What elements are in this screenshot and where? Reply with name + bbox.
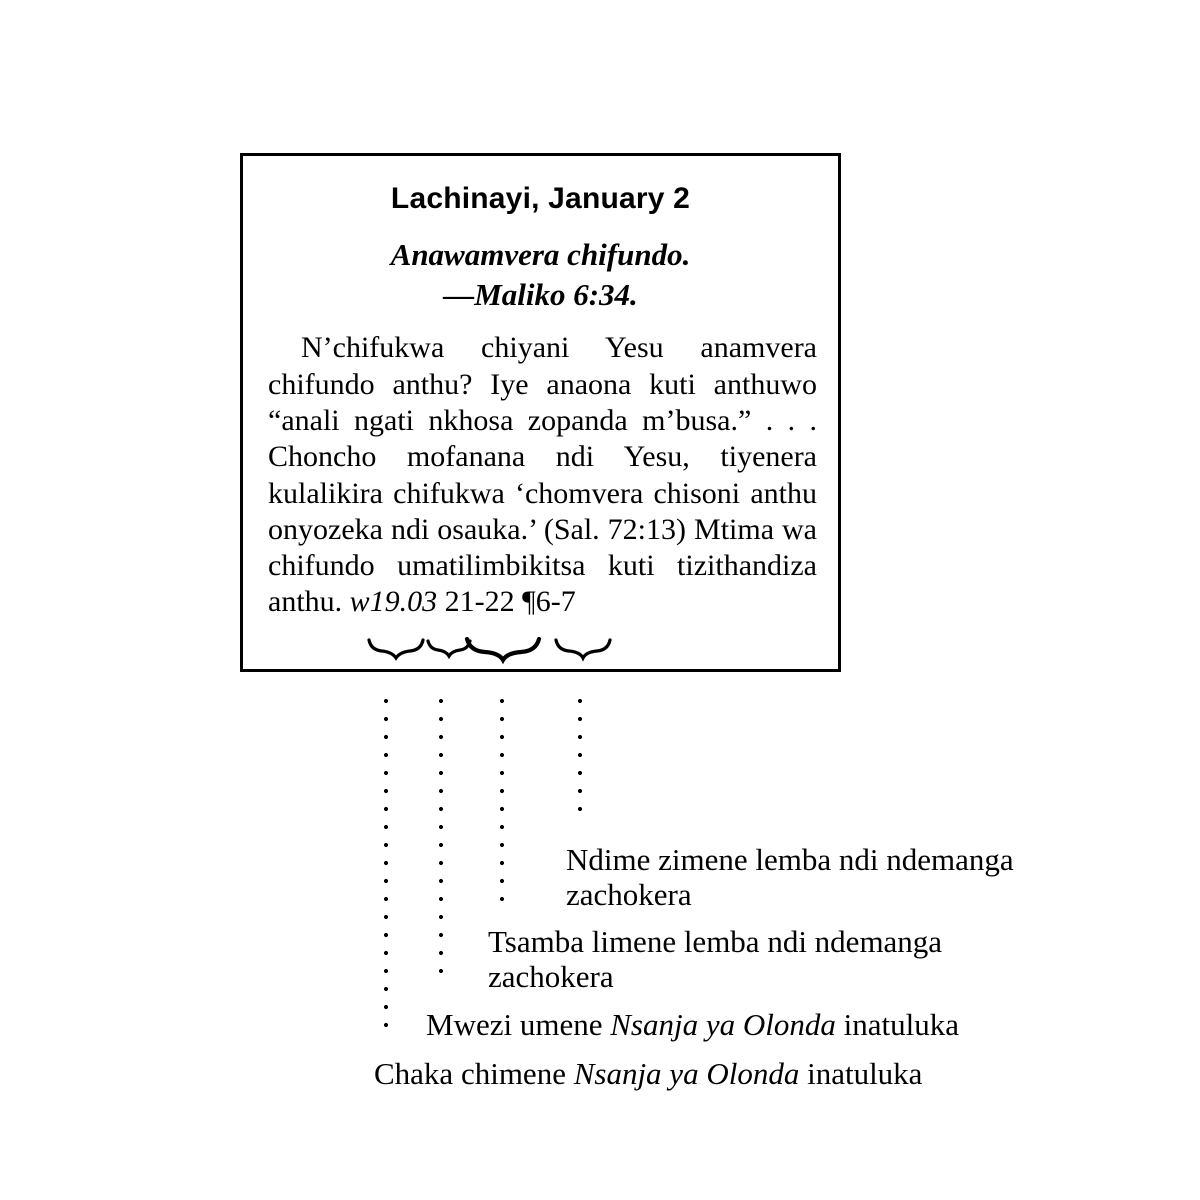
legend-year-prefix: Chaka chimene (374, 1056, 574, 1091)
citation-pages: 21-22 (444, 585, 515, 619)
legend-month-suffix: inatuluka (835, 1007, 959, 1042)
legend-paragraphs-text: Ndime zimene lemba ndi ndemanga zachokera (566, 842, 1014, 912)
card-date-title: Lachinayi, January 2 (390, 182, 691, 215)
leader-dots-page (499, 692, 505, 906)
theme-scripture-text: Anawamvera chifundo. (390, 237, 691, 272)
legend-label-paragraphs (566, 843, 1086, 912)
theme-scripture-reference: —Maliko 6:34. (443, 276, 638, 312)
legend-year-publication: Nsanja ya Olonda (573, 1056, 800, 1091)
leader-dots-month (438, 692, 444, 978)
card-body-text: N’chifukwa chiyani Yesu anamvera chifundo anthu? Iye anaona kuti anthuwo “anali ngati nkhosa zopanda m’busa.” . . . Choncho mofanana ndi Yesu, tiyenera kulalikira chifukwa ‘chomvera chisoni anthu onyozeka ndi osauka.’ (Sal. 72:13) Mtima wa chifundo umatilimbikitsa kuti tizithandiza anthu. (268, 331, 817, 619)
leader-dots-paragraphs (577, 692, 583, 824)
card-theme-scripture (243, 235, 838, 314)
legend-page-text: Tsamba limene lemba ndi ndemanga zachokera (488, 924, 943, 994)
legend-label-month (426, 1008, 959, 1043)
legend-month-prefix: Mwezi umene (426, 1007, 611, 1042)
card-body-paragraph (268, 330, 817, 620)
legend-label-year (374, 1057, 922, 1092)
leader-dots-year (383, 692, 389, 1032)
legend-label-page (488, 925, 1068, 994)
legend-month-publication: Nsanja ya Olonda (610, 1007, 836, 1042)
daily-text-card (240, 153, 841, 672)
legend-year-suffix: inatuluka (799, 1056, 923, 1091)
citation-publication: w19.03 (349, 585, 438, 619)
citation-paragraphs: ¶6-7 (522, 585, 576, 619)
